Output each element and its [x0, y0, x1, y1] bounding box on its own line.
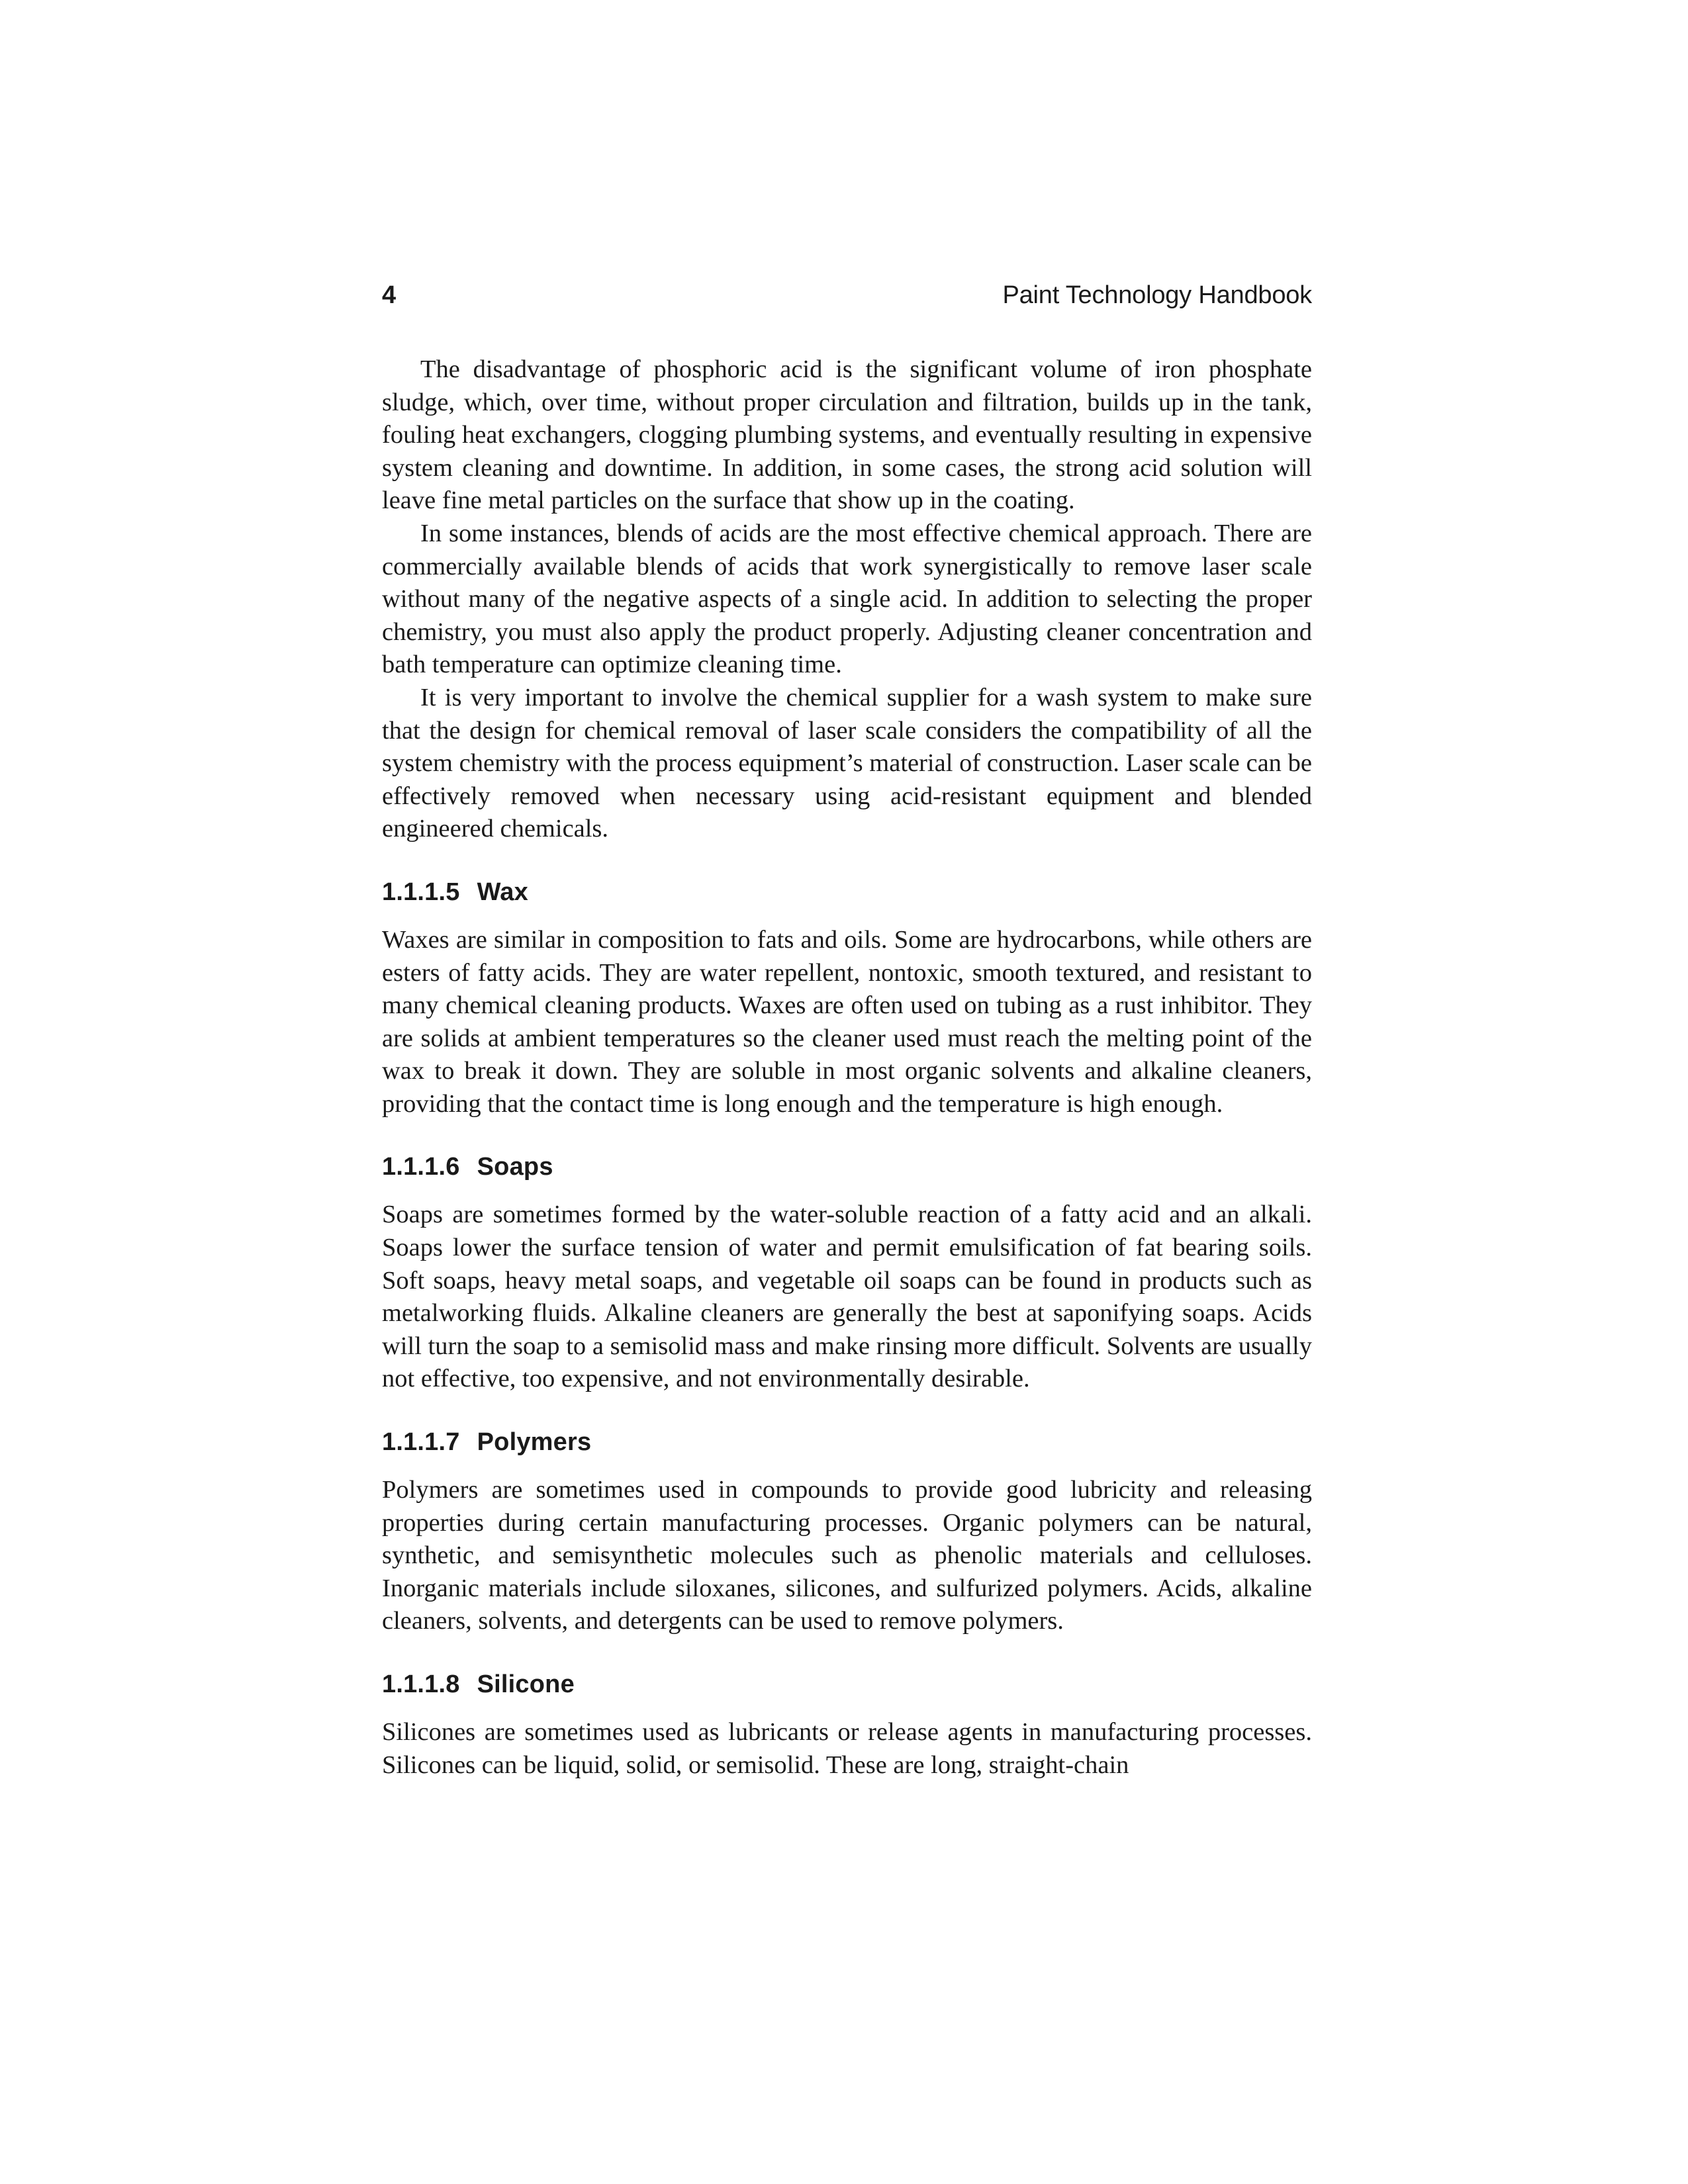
section-title: Polymers	[477, 1428, 592, 1457]
section-number: 1.1.1.6	[382, 1153, 460, 1181]
page-body	[382, 353, 1312, 1782]
page-number: 4	[382, 281, 397, 309]
section-heading	[382, 1425, 1312, 1459]
book-title: Paint Technology Handbook	[1002, 281, 1312, 309]
section-number: 1.1.1.5	[382, 878, 460, 906]
section-title: Silicone	[477, 1670, 575, 1698]
running-header	[382, 277, 1312, 314]
book-page	[382, 277, 1312, 1782]
intro-paragraph: The disadvantage of phosphoric acid is the significant volume of iron phosphate sludge, which, over time, without proper circulation and filtration, builds up in the tank, fouling heat exchangers, clogging plumbing systems, and eventually resulting in expensive system cleaning and downtime. In addition, in some cases, the strong acid solution will leave fine metal particles on the surface that show up in the coating.	[382, 355, 1312, 515]
section-heading	[382, 1150, 1312, 1184]
section-paragraph: Silicones are sometimes used as lubricants or release agents in manufacturing processes. Silicones can be liquid, solid, or semisolid. These are long, straight-chain	[382, 1718, 1312, 1779]
section-silicone	[382, 1667, 1312, 1782]
section-heading	[382, 1667, 1312, 1702]
section-paragraph: Polymers are sometimes used in compounds to provide good lubricity and releasing properties during certain manufacturing processes. Organic polymers can be natural, synthetic, and semisynthetic molecules such as phenolic materials and celluloses. Inorganic materials include siloxanes, silicones, and sulfurized polymers. Acids, alkaline cleaners, solvents, and detergents can be used to remove polymers.	[382, 1476, 1312, 1635]
intro-paragraph: It is very important to involve the chemical supplier for a wash system to make sure that the design for chemical removal of laser scale considers the compatibility of all the system chemistry with the process equipment’s material of construction. Laser scale can be effectively removed when necessary using acid-resistant equipment and blended engineered chemicals.	[382, 683, 1312, 843]
section-wax	[382, 875, 1312, 1121]
section-heading	[382, 875, 1312, 909]
section-polymers	[382, 1425, 1312, 1638]
intro-paragraph: In some instances, blends of acids are the most effective chemical approach. There are commercially available blends of acids that work synergistically to remove laser scale without many of the negative aspects of a single acid. In addition to selecting the proper chemistry, you must also apply the product properly. Adjusting cleaner concentration and bath temperature can optimize cleaning time.	[382, 519, 1312, 679]
section-number: 1.1.1.8	[382, 1670, 460, 1698]
section-title: Wax	[477, 878, 528, 906]
section-paragraph: Soaps are sometimes formed by the water-soluble reaction of a fatty acid and an alkali. Soaps lower the surface tension of water and permit emulsification of fat bearing soils. Soft soaps, heavy metal soaps, and vegetable oil soaps can be found in products such as metalworking fluids. Alkaline cleaners are generally the best at saponifying soaps. Acids will turn the soap to a semisolid mass and make rinsing more difficult. Solvents are usually not effective, too expensive, and not environmentally desirable.	[382, 1201, 1312, 1393]
section-paragraph: Waxes are similar in composition to fats and oils. Some are hydrocarbons, while others are esters of fatty acids. They are water repellent, nontoxic, smooth textured, and resistant to many chemical cleaning products. Waxes are often used on tubing as a rust inhibitor. They are solids at ambient temperatures so the cleaner used must reach the melting point of the wax to break it down. They are soluble in most organic solvents and alkaline cleaners, providing that the contact time is long enough and the temperature is high enough.	[382, 925, 1312, 1118]
section-number: 1.1.1.7	[382, 1428, 460, 1457]
section-soaps	[382, 1150, 1312, 1396]
section-title: Soaps	[477, 1153, 553, 1181]
